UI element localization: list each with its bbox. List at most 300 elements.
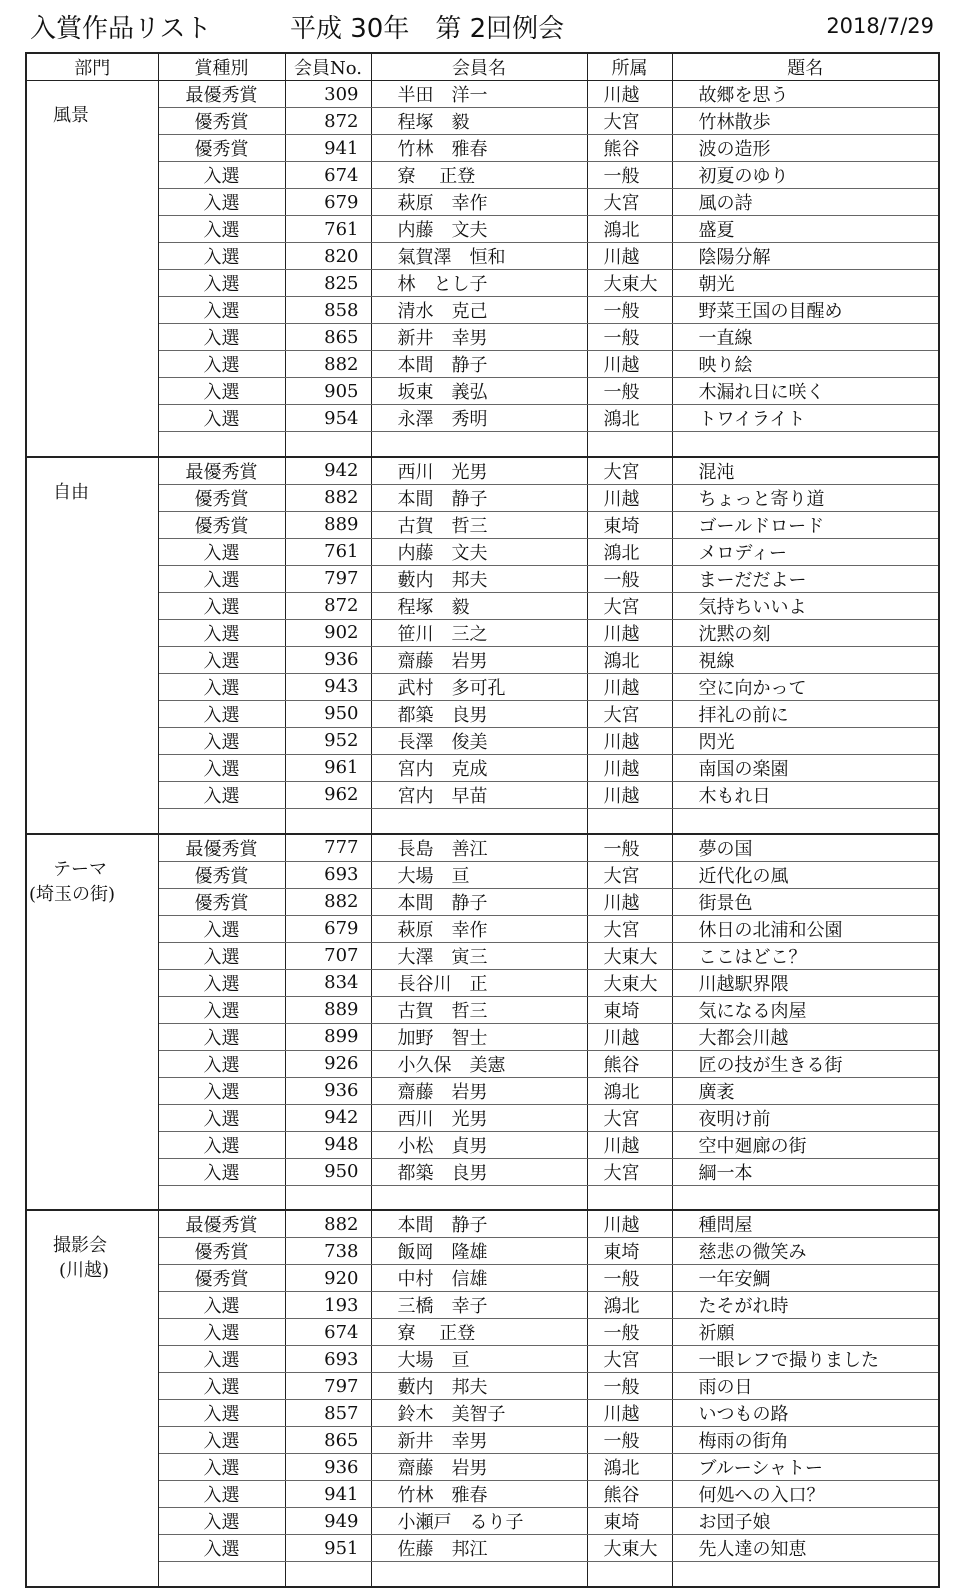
table-row	[26, 1292, 939, 1319]
work-title-cell: 閃光	[672, 727, 939, 754]
member-name-cell: 都築 良男	[371, 700, 587, 727]
member-no-cell: 920	[285, 1265, 371, 1292]
member-no-cell: 679	[285, 915, 371, 942]
table-row	[26, 969, 939, 996]
affiliation-cell: 一般	[587, 834, 672, 862]
member-no-cell: 882	[285, 888, 371, 915]
table-row	[26, 1210, 939, 1238]
table-row	[26, 727, 939, 754]
affiliation-cell: 川越	[587, 1131, 672, 1158]
member-name-cell: 中村 信雄	[371, 1265, 587, 1292]
work-title-cell: 雨の日	[672, 1373, 939, 1400]
dept-label: 自由	[53, 481, 89, 503]
affiliation-cell: 川越	[587, 1023, 672, 1050]
award-cell: 入選	[158, 162, 285, 189]
table-row	[26, 1562, 939, 1587]
work-title-cell: まーだだよー	[672, 565, 939, 592]
work-title-cell: 気持ちいいよ	[672, 592, 939, 619]
work-title-cell	[672, 432, 939, 457]
affiliation-cell: 鴻北	[587, 646, 672, 673]
award-cell: 入選	[158, 216, 285, 243]
member-no-cell: 882	[285, 1210, 371, 1238]
award-cell: 入選	[158, 1319, 285, 1346]
award-cell: 優秀賞	[158, 1265, 285, 1292]
member-name-cell: 本間 静子	[371, 484, 587, 511]
award-cell: 最優秀賞	[158, 1210, 285, 1238]
work-title-cell: 一眼レフで撮りました	[672, 1346, 939, 1373]
award-cell: 入選	[158, 942, 285, 969]
page-header	[0, 6, 960, 46]
table-row	[26, 108, 939, 135]
award-cell: 入選	[158, 1346, 285, 1373]
work-title-cell: いつもの路	[672, 1400, 939, 1427]
work-title-cell: 気になる肉屋	[672, 996, 939, 1023]
work-title-cell: 木もれ日	[672, 781, 939, 808]
table-row	[26, 781, 939, 808]
table-row	[26, 942, 939, 969]
award-cell: 最優秀賞	[158, 81, 285, 108]
dept-label: (埼玉の街)	[29, 883, 116, 905]
award-cell: 入選	[158, 378, 285, 405]
affiliation-cell: 一般	[587, 1373, 672, 1400]
award-cell: 入選	[158, 592, 285, 619]
work-title-cell: 拝礼の前に	[672, 700, 939, 727]
table-row	[26, 1373, 939, 1400]
member-no-cell: 926	[285, 1050, 371, 1077]
award-cell: 入選	[158, 1158, 285, 1185]
work-title-cell: 先人達の知恵	[672, 1535, 939, 1562]
affiliation-cell: 川越	[587, 619, 672, 646]
member-no-cell: 942	[285, 1104, 371, 1131]
column-header-dept: 部門	[26, 53, 158, 81]
award-cell: 入選	[158, 1131, 285, 1158]
work-title-cell: 近代化の風	[672, 861, 939, 888]
member-no-cell: 707	[285, 942, 371, 969]
page-title: 入賞作品リスト	[30, 14, 212, 44]
award-cell: 入選	[158, 673, 285, 700]
work-title-cell: お団子娘	[672, 1508, 939, 1535]
member-name-cell: 内藤 文夫	[371, 216, 587, 243]
award-cell: 入選	[158, 1023, 285, 1050]
affiliation-cell	[587, 808, 672, 833]
award-cell: 入選	[158, 565, 285, 592]
affiliation-cell: 一般	[587, 162, 672, 189]
work-title-cell	[672, 1185, 939, 1210]
member-name-cell: 宮内 早苗	[371, 781, 587, 808]
table-row	[26, 1185, 939, 1210]
member-no-cell: 693	[285, 861, 371, 888]
work-title-cell: メロディー	[672, 538, 939, 565]
member-name-cell: 氣賀澤 恒和	[371, 243, 587, 270]
member-name-cell: 加野 智士	[371, 1023, 587, 1050]
member-no-cell: 962	[285, 781, 371, 808]
work-title-cell: 南国の楽園	[672, 754, 939, 781]
member-name-cell: 西川 光男	[371, 457, 587, 485]
member-name-cell: 竹林 雅春	[371, 1481, 587, 1508]
award-cell: 入選	[158, 538, 285, 565]
table-row	[26, 700, 939, 727]
table-row	[26, 1131, 939, 1158]
work-title-cell: 野菜王国の目醒め	[672, 297, 939, 324]
member-name-cell: 小久保 美憲	[371, 1050, 587, 1077]
table-row	[26, 216, 939, 243]
member-name-cell: 本間 静子	[371, 888, 587, 915]
work-title-cell	[672, 808, 939, 833]
member-name-cell: 寮 正登	[371, 162, 587, 189]
table-row	[26, 538, 939, 565]
table-row	[26, 135, 939, 162]
affiliation-cell: 一般	[587, 565, 672, 592]
table-row	[26, 1508, 939, 1535]
member-no-cell: 936	[285, 1454, 371, 1481]
award-cell	[158, 1185, 285, 1210]
dept-label: 風景	[53, 105, 89, 126]
member-name-cell: 萩原 幸作	[371, 189, 587, 216]
award-cell: 入選	[158, 646, 285, 673]
member-no-cell: 942	[285, 457, 371, 485]
member-name-cell: 本間 静子	[371, 351, 587, 378]
work-title-cell: 夢の国	[672, 834, 939, 862]
award-cell	[158, 1562, 285, 1587]
member-name-cell: 鈴木 美智子	[371, 1400, 587, 1427]
table-row	[26, 1535, 939, 1562]
work-title-cell: 朝光	[672, 270, 939, 297]
member-no-cell: 941	[285, 135, 371, 162]
award-cell: 入選	[158, 700, 285, 727]
work-title-cell: 休日の北浦和公園	[672, 915, 939, 942]
member-name-cell: 大場 亘	[371, 1346, 587, 1373]
table-row	[26, 565, 939, 592]
work-title-cell: 混沌	[672, 457, 939, 485]
member-no-cell: 309	[285, 81, 371, 108]
award-cell: 入選	[158, 915, 285, 942]
member-name-cell: 西川 光男	[371, 1104, 587, 1131]
member-name-cell: 大場 亘	[371, 861, 587, 888]
affiliation-cell: 大宮	[587, 915, 672, 942]
column-header-affiliation: 所属	[587, 53, 672, 81]
member-no-cell: 761	[285, 538, 371, 565]
work-title-cell: ちょっと寄り道	[672, 484, 939, 511]
work-title-cell: 梅雨の街角	[672, 1427, 939, 1454]
affiliation-cell: 川越	[587, 727, 672, 754]
member-no-cell: 761	[285, 216, 371, 243]
member-name-cell: 藪内 邦夫	[371, 565, 587, 592]
member-no-cell: 777	[285, 834, 371, 862]
member-name-cell: 古賀 哲三	[371, 996, 587, 1023]
table-row	[26, 888, 939, 915]
member-no-cell: 943	[285, 673, 371, 700]
dept-label: (川越)	[59, 1260, 110, 1282]
affiliation-cell: 一般	[587, 297, 672, 324]
award-cell: 入選	[158, 297, 285, 324]
member-no-cell: 949	[285, 1508, 371, 1535]
member-no-cell: 954	[285, 405, 371, 432]
table-row	[26, 915, 939, 942]
affiliation-cell: 大宮	[587, 108, 672, 135]
table-row	[26, 592, 939, 619]
member-name-cell: 藪内 邦夫	[371, 1373, 587, 1400]
member-name-cell	[371, 1562, 587, 1587]
affiliation-cell: 熊谷	[587, 1050, 672, 1077]
award-cell: 入選	[158, 1508, 285, 1535]
member-no-cell: 693	[285, 1346, 371, 1373]
work-title-cell: 陰陽分解	[672, 243, 939, 270]
member-no-cell: 905	[285, 378, 371, 405]
award-cell: 入選	[158, 351, 285, 378]
member-no-cell: 872	[285, 108, 371, 135]
member-name-cell: 三橋 幸子	[371, 1292, 587, 1319]
member-no-cell	[285, 808, 371, 833]
member-no-cell: 936	[285, 1077, 371, 1104]
award-cell: 入選	[158, 1481, 285, 1508]
member-name-cell: 長島 善江	[371, 834, 587, 862]
member-no-cell	[285, 1562, 371, 1587]
work-title-cell: 匠の技が生きる街	[672, 1050, 939, 1077]
award-cell: 優秀賞	[158, 1238, 285, 1265]
award-cell: 優秀賞	[158, 484, 285, 511]
column-header-work-title: 題名	[672, 53, 939, 81]
member-name-cell	[371, 1185, 587, 1210]
affiliation-cell: 一般	[587, 1319, 672, 1346]
work-title-cell: 初夏のゆり	[672, 162, 939, 189]
award-cell: 入選	[158, 996, 285, 1023]
dept-cell	[26, 457, 158, 834]
member-name-cell: 竹林 雅春	[371, 135, 587, 162]
table-row	[26, 1238, 939, 1265]
award-cell: 最優秀賞	[158, 834, 285, 862]
member-no-cell: 834	[285, 969, 371, 996]
work-title-cell: 視線	[672, 646, 939, 673]
table-row	[26, 754, 939, 781]
award-cell: 優秀賞	[158, 511, 285, 538]
table-row	[26, 996, 939, 1023]
member-no-cell: 941	[285, 1481, 371, 1508]
affiliation-cell: 鴻北	[587, 538, 672, 565]
member-name-cell: 長谷川 正	[371, 969, 587, 996]
affiliation-cell	[587, 1562, 672, 1587]
work-title-cell: 故郷を思う	[672, 81, 939, 108]
affiliation-cell	[587, 432, 672, 457]
affiliation-cell: 川越	[587, 1400, 672, 1427]
work-title-cell: 綱一本	[672, 1158, 939, 1185]
member-no-cell: 889	[285, 511, 371, 538]
table-row	[26, 270, 939, 297]
work-title-cell: 夜明け前	[672, 1104, 939, 1131]
work-title-cell: たそがれ時	[672, 1292, 939, 1319]
affiliation-cell: 一般	[587, 1265, 672, 1292]
member-no-cell: 858	[285, 297, 371, 324]
work-title-cell: ここはどこ？	[672, 942, 939, 969]
member-name-cell: 小瀬戸 るり子	[371, 1508, 587, 1535]
member-name-cell: 大澤 寅三	[371, 942, 587, 969]
member-no-cell: 882	[285, 484, 371, 511]
affiliation-cell: 大宮	[587, 861, 672, 888]
member-no-cell: 674	[285, 162, 371, 189]
work-title-cell: 一直線	[672, 324, 939, 351]
table-row	[26, 484, 939, 511]
affiliation-cell: 川越	[587, 484, 672, 511]
member-name-cell: 古賀 哲三	[371, 511, 587, 538]
affiliation-cell: 鴻北	[587, 405, 672, 432]
table-row	[26, 351, 939, 378]
award-cell: 入選	[158, 727, 285, 754]
table-row	[26, 1077, 939, 1104]
work-title-cell: 川越駅界隈	[672, 969, 939, 996]
work-title-cell: ゴールドロード	[672, 511, 939, 538]
dept-cell	[26, 834, 158, 1211]
affiliation-cell: 大東大	[587, 270, 672, 297]
member-no-cell: 193	[285, 1292, 371, 1319]
affiliation-cell: 川越	[587, 81, 672, 108]
work-title-cell: 何処への入口？	[672, 1481, 939, 1508]
award-cell: 入選	[158, 1454, 285, 1481]
column-header-award: 賞種別	[158, 53, 285, 81]
award-cell: 入選	[158, 405, 285, 432]
member-no-cell	[285, 1185, 371, 1210]
table-row	[26, 511, 939, 538]
member-no-cell: 902	[285, 619, 371, 646]
member-name-cell: 寮 正登	[371, 1319, 587, 1346]
dept-label: テーマ	[53, 858, 107, 880]
work-title-cell: ブルーシャトー	[672, 1454, 939, 1481]
award-cell	[158, 808, 285, 833]
member-name-cell: 佐藤 邦江	[371, 1535, 587, 1562]
member-no-cell: 820	[285, 243, 371, 270]
table-row	[26, 1400, 939, 1427]
affiliation-cell: 川越	[587, 243, 672, 270]
work-title-cell: 空に向かって	[672, 673, 939, 700]
member-name-cell: 萩原 幸作	[371, 915, 587, 942]
work-title-cell: 盛夏	[672, 216, 939, 243]
award-cell: 入選	[158, 1104, 285, 1131]
member-no-cell: 948	[285, 1131, 371, 1158]
affiliation-cell: 川越	[587, 1210, 672, 1238]
work-title-cell: 風の詩	[672, 189, 939, 216]
member-name-cell: 武村 多可孔	[371, 673, 587, 700]
member-no-cell: 872	[285, 592, 371, 619]
award-cell: 優秀賞	[158, 135, 285, 162]
award-cell: 入選	[158, 1535, 285, 1562]
work-title-cell: 映り絵	[672, 351, 939, 378]
award-cell: 優秀賞	[158, 108, 285, 135]
affiliation-cell: 川越	[587, 351, 672, 378]
table-row	[26, 1023, 939, 1050]
award-cell	[158, 432, 285, 457]
table-row	[26, 432, 939, 457]
award-cell: 入選	[158, 1373, 285, 1400]
member-no-cell: 961	[285, 754, 371, 781]
affiliation-cell: 大東大	[587, 969, 672, 996]
affiliation-cell: 大東大	[587, 1535, 672, 1562]
table-row	[26, 1265, 939, 1292]
table-row	[26, 1104, 939, 1131]
table-row	[26, 834, 939, 862]
affiliation-cell: 川越	[587, 754, 672, 781]
member-name-cell: 永澤 秀明	[371, 405, 587, 432]
member-name-cell: 林 とし子	[371, 270, 587, 297]
work-title-cell: 竹林散歩	[672, 108, 939, 135]
award-cell: 入選	[158, 781, 285, 808]
dept-cell	[26, 81, 158, 457]
award-cell: 入選	[158, 324, 285, 351]
meeting-subtitle: 平成 30年 第 2回例会	[290, 14, 565, 44]
work-title-cell: 慈悲の微笑み	[672, 1238, 939, 1265]
member-name-cell: 飯岡 隆雄	[371, 1238, 587, 1265]
table-body	[26, 81, 939, 1588]
affiliation-cell: 東埼	[587, 1238, 672, 1265]
member-name-cell: 程塚 毅	[371, 108, 587, 135]
work-title-cell: 波の造形	[672, 135, 939, 162]
table-row	[26, 189, 939, 216]
affiliation-cell: 大東大	[587, 942, 672, 969]
dept-label: 撮影会	[53, 1235, 107, 1257]
affiliation-cell: 川越	[587, 888, 672, 915]
member-no-cell: 889	[285, 996, 371, 1023]
member-name-cell: 長澤 俊美	[371, 727, 587, 754]
affiliation-cell: 一般	[587, 324, 672, 351]
member-no-cell: 950	[285, 1158, 371, 1185]
table-row	[26, 1481, 939, 1508]
member-no-cell: 951	[285, 1535, 371, 1562]
award-cell: 入選	[158, 969, 285, 996]
award-cell: 入選	[158, 1400, 285, 1427]
table-row	[26, 1454, 939, 1481]
work-title-cell: トワイライト	[672, 405, 939, 432]
member-name-cell: 本間 静子	[371, 1210, 587, 1238]
column-header-member-no: 会員No.	[285, 53, 371, 81]
affiliation-cell	[587, 1185, 672, 1210]
work-title-cell: 空中廻廊の街	[672, 1131, 939, 1158]
member-name-cell: 齋藤 岩男	[371, 1454, 587, 1481]
award-cell: 入選	[158, 1292, 285, 1319]
member-name-cell: 半田 洋一	[371, 81, 587, 108]
work-title-cell: 廣袤	[672, 1077, 939, 1104]
member-no-cell: 857	[285, 1400, 371, 1427]
table-row	[26, 243, 939, 270]
table-row	[26, 646, 939, 673]
table-row	[26, 808, 939, 833]
work-title-cell: 大都会川越	[672, 1023, 939, 1050]
member-name-cell: 清水 克己	[371, 297, 587, 324]
award-cell: 最優秀賞	[158, 457, 285, 485]
award-cell: 入選	[158, 243, 285, 270]
affiliation-cell: 大宮	[587, 189, 672, 216]
table-row	[26, 1158, 939, 1185]
member-no-cell: 797	[285, 565, 371, 592]
table-row	[26, 1319, 939, 1346]
member-no-cell: 865	[285, 1427, 371, 1454]
dept-cell	[26, 1210, 158, 1587]
affiliation-cell: 東埼	[587, 996, 672, 1023]
table-row	[26, 861, 939, 888]
affiliation-cell: 大宮	[587, 592, 672, 619]
award-cell: 入選	[158, 1077, 285, 1104]
affiliation-cell: 大宮	[587, 1104, 672, 1131]
affiliation-cell: 大宮	[587, 1158, 672, 1185]
affiliation-cell: 鴻北	[587, 1077, 672, 1104]
affiliation-cell: 熊谷	[587, 1481, 672, 1508]
member-no-cell	[285, 432, 371, 457]
member-name-cell: 小松 貞男	[371, 1131, 587, 1158]
work-title-cell: 沈黙の刻	[672, 619, 939, 646]
member-no-cell: 882	[285, 351, 371, 378]
member-no-cell: 825	[285, 270, 371, 297]
work-title-cell: 祈願	[672, 1319, 939, 1346]
award-cell: 入選	[158, 270, 285, 297]
affiliation-cell: 川越	[587, 673, 672, 700]
member-name-cell	[371, 808, 587, 833]
affiliation-cell: 鴻北	[587, 1292, 672, 1319]
